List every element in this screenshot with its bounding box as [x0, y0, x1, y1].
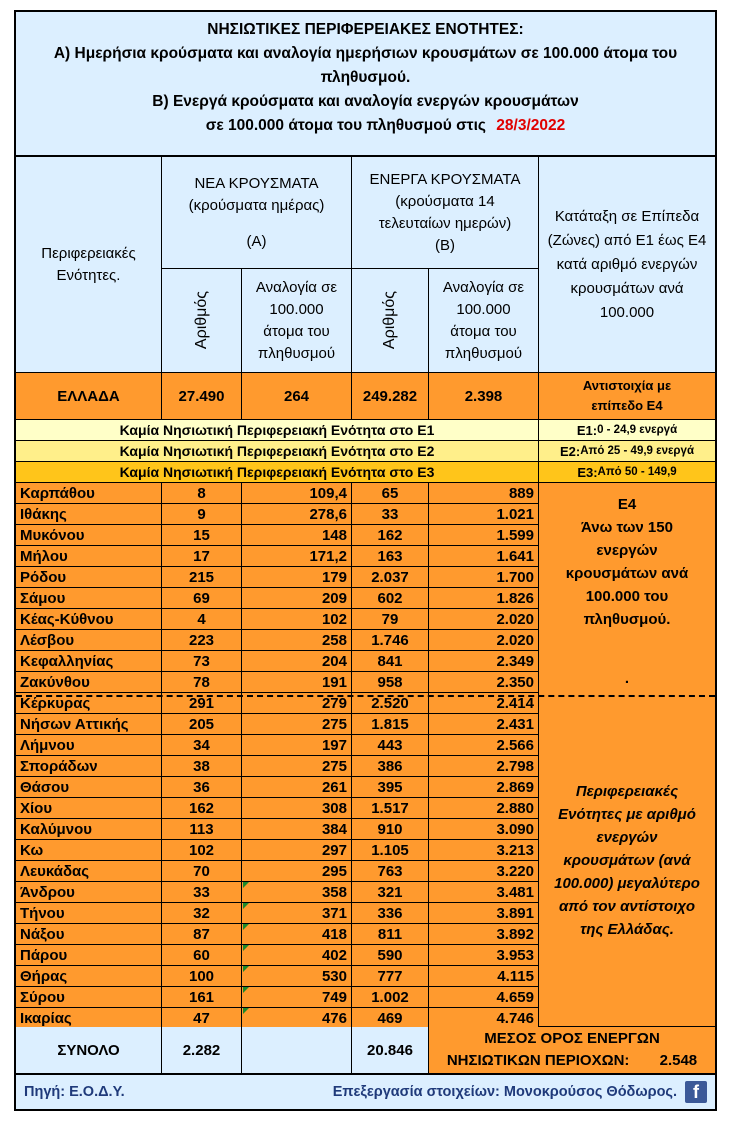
greece-note: Αντιστοιχία με επίπεδο Ε4 [539, 373, 715, 420]
cell-region: Κεφαλληνίας [16, 651, 162, 672]
header-active-title: ΕΝΕΡΓΑ ΚΡΟΥΣΜΑΤΑ [369, 170, 521, 188]
cell-active: 1.002 [352, 987, 429, 1008]
cell-active: 336 [352, 903, 429, 924]
cell-region: Μήλου [16, 546, 162, 567]
cell-region: Λευκάδας [16, 861, 162, 882]
cell-new-ratio: 371 [242, 903, 352, 924]
cell-active: 958 [352, 672, 429, 693]
cell-new: 38 [162, 756, 242, 777]
cell-active-ratio: 1.641 [429, 546, 539, 567]
greece-new: 27.490 [162, 373, 242, 420]
level-e1-range [539, 420, 715, 441]
cell-flag-icon [243, 924, 249, 930]
cell-active-ratio: 889 [429, 483, 539, 504]
level-e2-range-text: Από 25 - 49,9 ενεργά [580, 445, 695, 457]
cell-new-ratio: 530 [242, 966, 352, 987]
cell-active-ratio: 3.220 [429, 861, 539, 882]
total-new: 2.282 [162, 1027, 242, 1075]
cell-new: 4 [162, 609, 242, 630]
cell-active-ratio: 3.953 [429, 945, 539, 966]
facebook-icon[interactable]: f [685, 1081, 707, 1103]
header-region: Περιφερειακές Ενότητες. [16, 157, 162, 373]
cell-active: 763 [352, 861, 429, 882]
cell-new: 87 [162, 924, 242, 945]
cell-new: 33 [162, 882, 242, 903]
greece-active: 249.282 [352, 373, 429, 420]
cell-active: 2.520 [352, 693, 429, 714]
title-date: 28/3/2022 [496, 117, 566, 134]
e4-note [539, 483, 715, 695]
cell-active: 910 [352, 819, 429, 840]
cell-active: 1.746 [352, 630, 429, 651]
cell-new: 215 [162, 567, 242, 588]
cell-new: 78 [162, 672, 242, 693]
cell-new: 69 [162, 588, 242, 609]
footer-source: Πηγή: Ε.Ο.Δ.Υ. [24, 1084, 125, 1100]
cell-new: 162 [162, 798, 242, 819]
cell-region: Σύρου [16, 987, 162, 1008]
header-new-ratio: Αναλογία σε 100.000 άτομα του πληθυσμού [242, 269, 352, 373]
header-active-number-text: Αριθμός [381, 291, 398, 350]
cell-region: Λέσβου [16, 630, 162, 651]
cell-active: 163 [352, 546, 429, 567]
header-new-number [162, 269, 242, 373]
cell-active: 1.815 [352, 714, 429, 735]
header-new-number-text: Αριθμός [192, 291, 210, 350]
covid-island-table [14, 10, 717, 1111]
cell-new: 36 [162, 777, 242, 798]
total-new-ratio [242, 1027, 352, 1075]
level-e2-text: Καμία Νησιωτική Περιφερειακή Ενότητα στο Ε2 [16, 441, 539, 462]
level-e3-text: Καμία Νησιωτική Περιφερειακή Ενότητα στο Ε3 [16, 462, 539, 483]
cell-region: Θάσου [16, 777, 162, 798]
cell-new-ratio: 279 [242, 693, 352, 714]
header-active-sub: (κρούσματα 14 τελευταίων ημερών) [378, 192, 512, 232]
cell-new-ratio: 275 [242, 756, 352, 777]
cell-active: 79 [352, 609, 429, 630]
cell-flag-icon [243, 1008, 249, 1014]
level-e1-range-text: 0 - 24,9 ενεργά [597, 424, 678, 436]
cell-active-ratio: 3.090 [429, 819, 539, 840]
cell-region: Καλύμνου [16, 819, 162, 840]
cell-flag-icon [243, 987, 249, 993]
avg-label-2-row [447, 1050, 697, 1072]
level-e3-range [539, 462, 715, 483]
cell-active-ratio: 2.020 [429, 609, 539, 630]
cell-active: 162 [352, 525, 429, 546]
cell-region: Σποράδων [16, 756, 162, 777]
footer [16, 1075, 715, 1109]
level-e3-code: Ε3: [577, 464, 598, 480]
header-active-code: (Β) [435, 236, 455, 254]
total-label: ΣΥΝΟΛΟ [16, 1027, 162, 1075]
cell-active-ratio: 2.020 [429, 630, 539, 651]
cell-active-ratio: 1.826 [429, 588, 539, 609]
cell-new: 205 [162, 714, 242, 735]
cell-region: Ικαρίας [16, 1008, 162, 1029]
cell-active-ratio: 4.115 [429, 966, 539, 987]
cell-active: 590 [352, 945, 429, 966]
cell-active: 443 [352, 735, 429, 756]
title-line-1: ΝΗΣΙΩΤΙΚΕΣ ΠΕΡΙΦΕΡΕΙΑΚΕΣ ΕΝΟΤΗΤΕΣ: [207, 21, 524, 38]
cell-flag-icon [243, 966, 249, 972]
cell-new-ratio: 148 [242, 525, 352, 546]
cell-new: 102 [162, 840, 242, 861]
cell-new-ratio: 402 [242, 945, 352, 966]
cell-new: 223 [162, 630, 242, 651]
cell-new-ratio: 384 [242, 819, 352, 840]
cell-active: 33 [352, 504, 429, 525]
cell-active-ratio: 2.349 [429, 651, 539, 672]
greece-name: ΕΛΛΑΔΑ [16, 373, 162, 420]
cell-active-ratio: 2.869 [429, 777, 539, 798]
cell-region: Άνδρου [16, 882, 162, 903]
above-greece-note: Περιφερειακές Ενότητες με αριθμό ενεργών κρουσμάτων (ανά 100.000) μεγαλύτερο από τον αντίστοιχο της Ελλάδας. [539, 695, 715, 1027]
cell-new: 15 [162, 525, 242, 546]
cell-new: 8 [162, 483, 242, 504]
header-active [352, 157, 539, 269]
cell-region: Σάμου [16, 588, 162, 609]
cell-new: 73 [162, 651, 242, 672]
avg-label-2: ΝΗΣΙΩΤΙΚΩΝ ΠΕΡΙΟΧΩΝ: [446, 1052, 630, 1069]
cell-new-ratio: 295 [242, 861, 352, 882]
header-active-number [352, 269, 429, 373]
cell-new: 17 [162, 546, 242, 567]
cell-new-ratio: 209 [242, 588, 352, 609]
cell-active-ratio: 3.892 [429, 924, 539, 945]
cell-active: 602 [352, 588, 429, 609]
cell-new-ratio: 109,4 [242, 483, 352, 504]
cell-new-ratio: 358 [242, 882, 352, 903]
cell-new-ratio: 197 [242, 735, 352, 756]
cell-active-ratio: 4.746 [429, 1008, 539, 1029]
cell-active-ratio: 3.891 [429, 903, 539, 924]
header-active-ratio: Αναλογία σε 100.000 άτομα του πληθυσμού [429, 269, 539, 373]
cell-flag-icon [243, 945, 249, 951]
avg-label-1: ΜΕΣΟΣ ΟΡΟΣ ΕΝΕΡΓΩΝ [484, 1030, 660, 1047]
avg-value: 2.548 [659, 1052, 698, 1069]
cell-active-ratio: 4.659 [429, 987, 539, 1008]
cell-active-ratio: 2.414 [429, 693, 539, 714]
cell-region: Ιθάκης [16, 504, 162, 525]
title-line-5-text: σε 100.000 άτομα του πληθυσμού στις [205, 117, 486, 134]
cell-active-ratio: 2.798 [429, 756, 539, 777]
cell-active-ratio: 1.021 [429, 504, 539, 525]
title-line-3: πληθυσμού. [320, 69, 411, 86]
level-e2-code: Ε2: [559, 443, 581, 459]
cell-active-ratio: 3.213 [429, 840, 539, 861]
cell-new: 60 [162, 945, 242, 966]
cell-flag-icon [243, 903, 249, 909]
cell-active: 841 [352, 651, 429, 672]
cell-active: 395 [352, 777, 429, 798]
cell-new-ratio: 261 [242, 777, 352, 798]
cell-active-ratio: 2.431 [429, 714, 539, 735]
cell-new: 100 [162, 966, 242, 987]
cell-region: Κέρκυρας [16, 693, 162, 714]
total-active: 20.846 [352, 1027, 429, 1075]
cell-active: 777 [352, 966, 429, 987]
footer-credit-group [333, 1081, 707, 1103]
cell-new-ratio: 275 [242, 714, 352, 735]
cell-active: 65 [352, 483, 429, 504]
cell-active: 386 [352, 756, 429, 777]
greece-threshold-divider [16, 695, 715, 697]
cell-new-ratio: 179 [242, 567, 352, 588]
cell-region: Λήμνου [16, 735, 162, 756]
e4-text: Άνω των 150 ενεργών κρουσμάτων ανά 100.000 του πληθυσμού. [565, 519, 689, 628]
cell-active: 811 [352, 924, 429, 945]
cell-new: 9 [162, 504, 242, 525]
level-e2-range [539, 441, 715, 462]
cell-active: 321 [352, 882, 429, 903]
cell-region: Κέας-Κύθνου [16, 609, 162, 630]
avg-active-box [429, 1027, 715, 1075]
cell-active-ratio: 2.350 [429, 672, 539, 693]
cell-region: Καρπάθου [16, 483, 162, 504]
cell-region: Πάρου [16, 945, 162, 966]
cell-region: Ρόδου [16, 567, 162, 588]
cell-new: 161 [162, 987, 242, 1008]
cell-new: 34 [162, 735, 242, 756]
header-new-title: ΝΕΑ ΚΡΟΥΣΜΑΤΑ [194, 174, 319, 192]
cell-new-ratio: 258 [242, 630, 352, 651]
cell-region: Ζακύνθου [16, 672, 162, 693]
cell-new-ratio: 418 [242, 924, 352, 945]
cell-new-ratio: 476 [242, 1008, 352, 1029]
header-new-sub: (κρούσματα ημέρας) [188, 196, 325, 214]
level-e3-range-text: Από 50 - 149,9 [597, 466, 677, 478]
cell-active: 469 [352, 1008, 429, 1029]
title-line-2: Α) Ημερήσια κρούσματα και αναλογία ημερήσιων κρουσμάτων σε 100.000 άτομα του [53, 45, 678, 62]
cell-region: Θήρας [16, 966, 162, 987]
cell-new: 47 [162, 1008, 242, 1029]
cell-new-ratio: 297 [242, 840, 352, 861]
cell-active-ratio: 1.700 [429, 567, 539, 588]
cell-active-ratio: 3.481 [429, 882, 539, 903]
header-new [162, 157, 352, 269]
cell-new-ratio: 102 [242, 609, 352, 630]
cell-new: 70 [162, 861, 242, 882]
header-new-code: (Α) [246, 232, 267, 250]
cell-region: Κω [16, 840, 162, 861]
cell-new-ratio: 171,2 [242, 546, 352, 567]
cell-region: Τήνου [16, 903, 162, 924]
cell-new: 32 [162, 903, 242, 924]
cell-active: 1.105 [352, 840, 429, 861]
e4-dot: . [624, 670, 630, 687]
cell-region: Νήσων Αττικής [16, 714, 162, 735]
title-line-5 [16, 114, 715, 138]
cell-new-ratio: 308 [242, 798, 352, 819]
cell-active: 1.517 [352, 798, 429, 819]
table-title [16, 12, 715, 157]
level-e1-code: Ε1: [576, 422, 598, 438]
cell-new-ratio: 278,6 [242, 504, 352, 525]
cell-flag-icon [243, 882, 249, 888]
header-classify: Κατάταξη σε Επίπεδα (Ζώνες) από Ε1 έως Ε4 κατά αριθμό ενεργών κρουσμάτων ανά 100.000 [539, 157, 715, 373]
e4-code: Ε4 [617, 496, 637, 513]
cell-new-ratio: 749 [242, 987, 352, 1008]
cell-region: Μυκόνου [16, 525, 162, 546]
cell-new: 113 [162, 819, 242, 840]
greece-active-ratio: 2.398 [429, 373, 539, 420]
greece-new-ratio: 264 [242, 373, 352, 420]
cell-new-ratio: 204 [242, 651, 352, 672]
cell-active-ratio: 2.566 [429, 735, 539, 756]
cell-region: Νάξου [16, 924, 162, 945]
title-line-4: Β) Ενεργά κρούσματα και αναλογία ενεργών κρουσμάτων [152, 93, 579, 110]
level-e1-text: Καμία Νησιωτική Περιφερειακή Ενότητα στο Ε1 [16, 420, 539, 441]
footer-credit: Επεξεργασία στοιχείων: Μονοκρούσος Θόδωρος. [332, 1084, 677, 1100]
cell-active-ratio: 2.880 [429, 798, 539, 819]
cell-new-ratio: 191 [242, 672, 352, 693]
cell-active-ratio: 1.599 [429, 525, 539, 546]
cell-new: 291 [162, 693, 242, 714]
cell-region: Χίου [16, 798, 162, 819]
cell-active: 2.037 [352, 567, 429, 588]
